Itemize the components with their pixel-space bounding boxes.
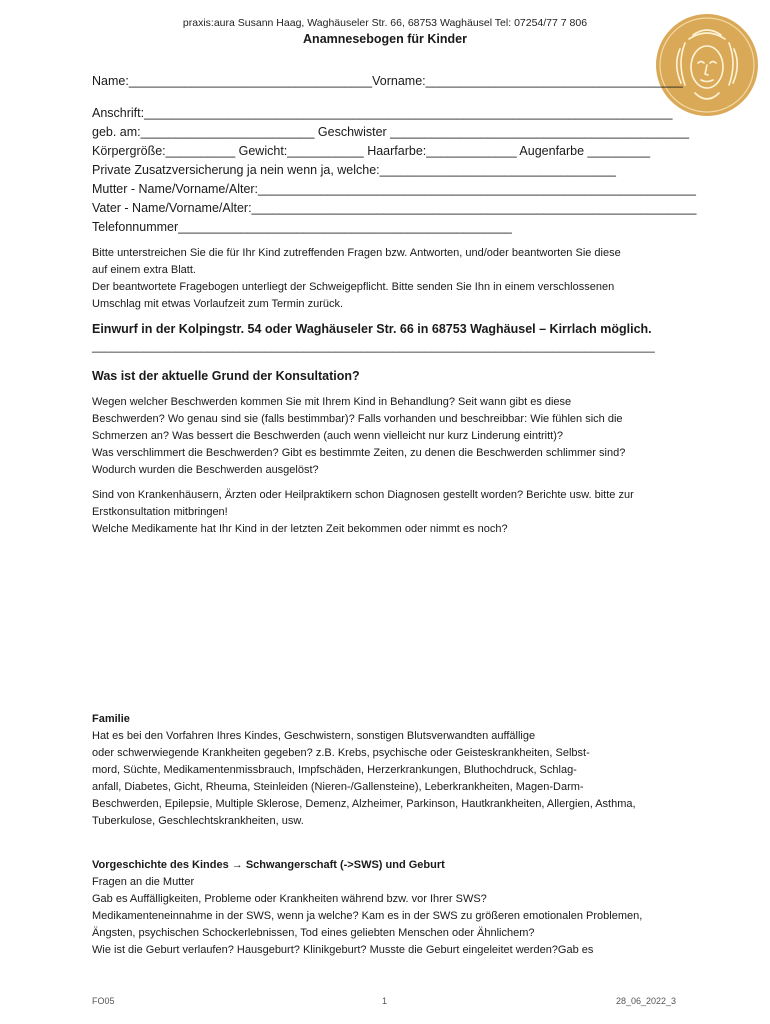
instructions-block (92, 245, 692, 313)
name-field-row[interactable]: Name:___________________________________Vorname:_____________________________________ (92, 74, 683, 88)
practice-address-line: praxis:aura Susann Haag, Waghäuseler Str. 66, 68753 Waghäusel Tel: 07254/77 7 806 (182, 17, 588, 29)
question-line: Schmerzen an? Was bessert die Beschwerden (auch wenn vielleicht nur kurz Linderung eintritt)? (92, 430, 563, 442)
instruction-line: auf einem extra Blatt. (92, 264, 196, 276)
diagnosis-questions (92, 487, 692, 538)
consultation-questions (92, 394, 692, 479)
separator-line: ________________________________________________________________________________________ (92, 341, 655, 353)
footer-form-code: FO05 (92, 996, 115, 1006)
history-line: Medikamenteneinnahme in der SWS, wenn ja welche? Kam es in der SWS zu größeren emotionalen Problemen, (92, 910, 643, 922)
question-line: Welche Medikamente hat Ihr Kind in der letzten Zeit bekommen oder nimmt es noch? (92, 523, 508, 535)
insurance-field-row[interactable]: Private Zusatzversicherung ja nein wenn ja, welche:__________________________________ (92, 163, 617, 177)
history-line: Gab es Auffälligkeiten, Probleme oder Krankheiten während bzw. vor Ihrer SWS? (92, 893, 487, 905)
drop-off-note: Einwurf in der Kolpingstr. 54 oder Waghäuseler Str. 66 in 68753 Waghäusel – Kirrlach möglich. (92, 322, 652, 336)
family-line: Tuberkulose, Geschlechtskrankheiten, usw. (92, 815, 304, 827)
instruction-line: Umschlag mit etwas Vorlaufzeit zum Termin zurück. (92, 298, 344, 310)
question-line: Was verschlimmert die Beschwerden? Gibt es bestimmte Zeiten, zu denen die Beschwerden schlimmer sind? (92, 447, 626, 459)
family-line: anfall, Diabetes, Gicht, Rheuma, Steinleiden (Nieren-/Gallensteine), Leberkrankheiten, Magen-Darm- (92, 781, 584, 793)
history-section (92, 857, 692, 959)
address-field-row[interactable]: Anschrift:____________________________________________________________________________ (92, 106, 673, 120)
footer-version: 28_06_2022_3 (616, 996, 677, 1006)
phone-field-row[interactable]: Telefonnummer________________________________________________ (92, 220, 512, 234)
family-line: Hat es bei den Vorfahren Ihres Kindes, Geschwistern, sonstigen Blutsverwandten auffällige (92, 730, 536, 742)
father-field-row[interactable]: Vater - Name/Vorname/Alter:________________________________________________________________ (92, 201, 697, 215)
page-title: Anamnesebogen für Kinder (303, 32, 467, 46)
family-line: mord, Süchte, Medikamentenmissbrauch, Impfschäden, Herzerkrankungen, Bluthochdruck, Schlag- (92, 764, 577, 776)
history-line: Ängsten, psychischen Schockerlebnissen, Tod eines geliebten Menschen oder Ähnlichem? (92, 927, 535, 939)
history-line: Fragen an die Mutter (92, 876, 195, 888)
instruction-line: Bitte unterstreichen Sie die für Ihr Kind zutreffenden Fragen bzw. Antworten, und/oder beantworten Sie diese (92, 247, 621, 259)
birth-siblings-field-row[interactable]: geb. am:_________________________ Geschwister ___________________________________________ (92, 125, 690, 139)
question-line: Sind von Krankenhäusern, Ärzten oder Heilpraktikern schon Diagnosen gestellt worden? Berichte usw. bitte zur (92, 489, 634, 501)
instruction-line: Der beantwortete Fragebogen unterliegt der Schweigepflicht. Bitte senden Sie Ihn in einem verschlossenen (92, 281, 615, 293)
question-line: Wegen welcher Beschwerden kommen Sie mit Ihrem Kind in Behandlung? Seit wann gibt es diese (92, 396, 572, 408)
footer-page-number: 1 (382, 996, 388, 1006)
family-line: Beschwerden, Epilepsie, Multiple Sklerose, Demenz, Alzheimer, Parkinson, Hautkrankheiten, Allergien, Asthma, (92, 798, 636, 810)
history-heading: Vorgeschichte des Kindes → Schwangerschaft (->SWS) und Geburt (92, 859, 445, 871)
question-line: Beschwerden? Wo genau sind sie (falls bestimmbar)? Falls vorhanden und beschreibbar: Wie fühlen sich die (92, 413, 623, 425)
family-heading: Familie (92, 713, 130, 725)
question-line: Erstkonsultation mitbringen! (92, 506, 228, 518)
history-line: Wie ist die Geburt verlaufen? Hausgeburt? Klinikgeburt? Musste die Geburt eingeleitet werden?Gab es (92, 944, 594, 956)
mother-field-row[interactable]: Mutter - Name/Vorname/Alter:_______________________________________________________________ (92, 182, 696, 196)
golden-face-medallion-icon (655, 13, 759, 117)
family-section (92, 711, 692, 830)
body-measures-field-row[interactable]: Körpergröße:__________ Gewicht:___________ Haarfarbe:_____________ Augenfarbe _________ (92, 144, 651, 158)
consultation-heading: Was ist der aktuelle Grund der Konsultation? (92, 369, 360, 383)
family-line: oder schwerwiegende Krankheiten gegeben? z.B. Krebs, psychische oder Geisteskrankheiten, Selbst- (92, 747, 590, 759)
question-line: Wodurch wurden die Beschwerden ausgelöst? (92, 464, 319, 476)
